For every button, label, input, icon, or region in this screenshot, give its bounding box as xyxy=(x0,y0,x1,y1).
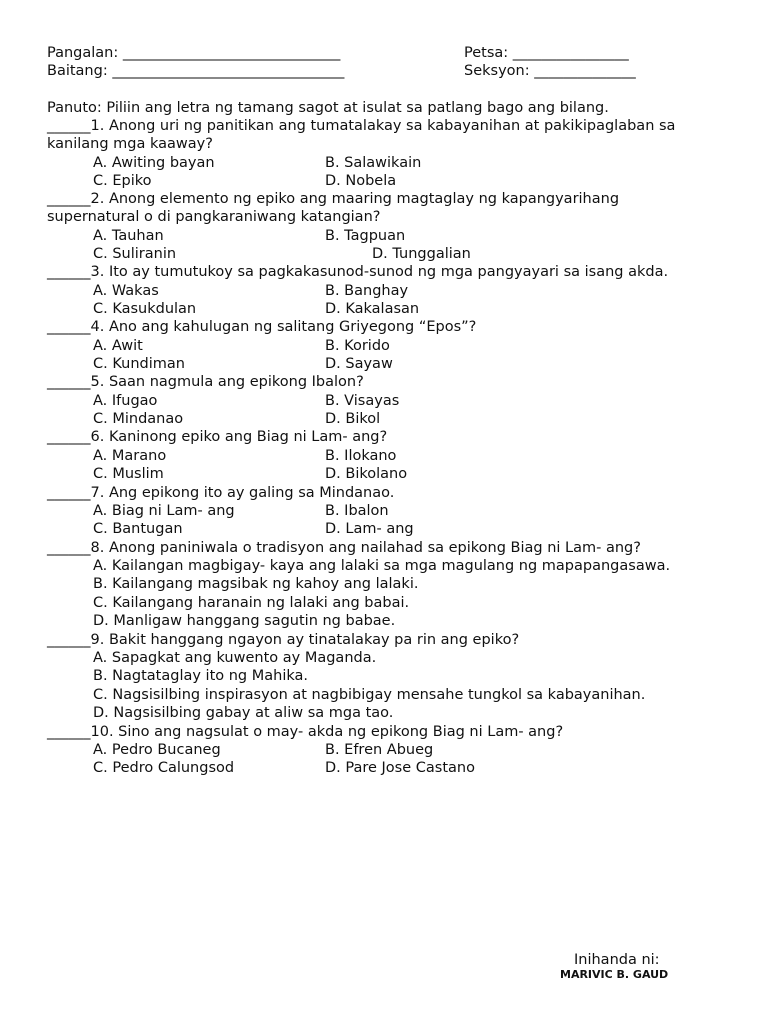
seksyon-field: Seksyon: ______________ xyxy=(464,63,636,79)
question-6-choice-a: A. Marano xyxy=(93,448,167,464)
question-8-choice-c: C. Kailangang haranain ng lalaki ang babai. xyxy=(93,595,410,611)
question-2-choice-d: D. Tunggalian xyxy=(372,246,471,262)
prepared-by-label: Inihanda ni: xyxy=(574,952,660,968)
question-4-choice-b: B. Korido xyxy=(325,338,390,354)
question-1-line-1: ______1. Anong uri ng panitikan ang tumatalakay sa kabayanihan at pakikipaglaban sa xyxy=(47,118,676,134)
question-5-choice-d: D. Bikol xyxy=(325,411,381,427)
question-2-line-2: supernatural o di pangkaraniwang katangian? xyxy=(47,209,381,225)
question-1-choice-a: A. Awiting bayan xyxy=(93,155,215,171)
question-6-choice-d: D. Bikolano xyxy=(325,466,408,482)
question-4-choice-a: A. Awit xyxy=(93,338,143,354)
question-3-choice-d: D. Kakalasan xyxy=(325,301,420,317)
question-3-choice-b: B. Banghay xyxy=(325,283,409,299)
question-4-choice-c: C. Kundiman xyxy=(93,356,185,372)
author-name: MARIVIC B. GAUD xyxy=(560,968,669,981)
instructions: Panuto: Piliin ang letra ng tamang sagot at isulat sa patlang bago ang bilang. xyxy=(47,100,609,116)
question-10-choice-c: C. Pedro Calungsod xyxy=(93,760,235,776)
question-3-choice-c: C. Kasukdulan xyxy=(93,301,197,317)
question-5-line-1: ______5. Saan nagmula ang epikong Ibalon? xyxy=(47,374,364,390)
question-10-choice-a: A. Pedro Bucaneg xyxy=(93,742,221,758)
question-3-line-1: ______3. Ito ay tumutukoy sa pagkakasunod-sunod ng mga pangyayari sa isang akda. xyxy=(47,264,669,280)
petsa-field: Petsa: ________________ xyxy=(464,45,629,61)
question-1-choice-b: B. Salawikain xyxy=(325,155,422,171)
question-5-choice-a: A. Ifugao xyxy=(93,393,158,409)
question-8-line-1: ______8. Anong paniniwala o tradisyon ang nailahad sa epikong Biag ni Lam- ang? xyxy=(47,540,641,556)
question-9-choice-d: D. Nagsisilbing gabay at aliw sa mga tao. xyxy=(93,705,394,721)
question-10-choice-b: B. Efren Abueg xyxy=(325,742,434,758)
question-9-choice-c: C. Nagsisilbing inspirasyon at nagbibigay mensahe tungkol sa kabayanihan. xyxy=(93,687,646,703)
question-1-choice-d: D. Nobela xyxy=(325,173,397,189)
question-10-choice-d: D. Pare Jose Castano xyxy=(325,760,475,776)
question-7-choice-c: C. Bantugan xyxy=(93,521,183,537)
question-9-line-1: ______9. Bakit hanggang ngayon ay tinatalakay pa rin ang epiko? xyxy=(47,632,520,648)
question-8-choice-d: D. Manligaw hanggang sagutin ng babae. xyxy=(93,613,396,629)
question-5-choice-b: B. Visayas xyxy=(325,393,400,409)
question-6-choice-b: B. Ilokano xyxy=(325,448,397,464)
question-6-choice-c: C. Muslim xyxy=(93,466,164,482)
question-2-choice-b: B. Tagpuan xyxy=(325,228,406,244)
question-7-choice-b: B. Ibalon xyxy=(325,503,389,519)
question-1-choice-c: C. Epiko xyxy=(93,173,152,189)
question-9-choice-b: B. Nagtataglay ito ng Mahika. xyxy=(93,668,309,684)
question-10-line-1: ______10. Sino ang nagsulat o may- akda ng epikong Biag ni Lam- ang? xyxy=(47,724,564,740)
question-8-choice-b: B. Kailangang magsibak ng kahoy ang lalaki. xyxy=(93,576,419,592)
question-7-line-1: ______7. Ang epikong ito ay galing sa Mindanao. xyxy=(47,485,395,501)
question-4-choice-d: D. Sayaw xyxy=(325,356,393,372)
question-2-line-1: ______2. Anong elemento ng epiko ang maaring magtaglay ng kapangyarihang xyxy=(47,191,620,207)
question-2-choice-a: A. Tauhan xyxy=(93,228,164,244)
baitang-field: Baitang: ________________________________ xyxy=(47,63,345,79)
question-9-choice-a: A. Sapagkat ang kuwento ay Maganda. xyxy=(93,650,377,666)
question-2-choice-c: C. Suliranin xyxy=(93,246,177,262)
question-6-line-1: ______6. Kaninong epiko ang Biag ni Lam- ang? xyxy=(47,429,388,445)
pangalan-field: Pangalan: ______________________________ xyxy=(47,45,341,61)
question-1-line-2: kanilang mga kaaway? xyxy=(47,136,213,152)
question-3-choice-a: A. Wakas xyxy=(93,283,159,299)
question-7-choice-a: A. Biag ni Lam- ang xyxy=(93,503,235,519)
question-8-choice-a: A. Kailangan magbigay- kaya ang lalaki sa mga magulang ng mapapangasawa. xyxy=(93,558,671,574)
question-5-choice-c: C. Mindanao xyxy=(93,411,184,427)
question-4-line-1: ______4. Ano ang kahulugan ng salitang Griyegong “Epos”? xyxy=(47,319,477,335)
question-7-choice-d: D. Lam- ang xyxy=(325,521,414,537)
